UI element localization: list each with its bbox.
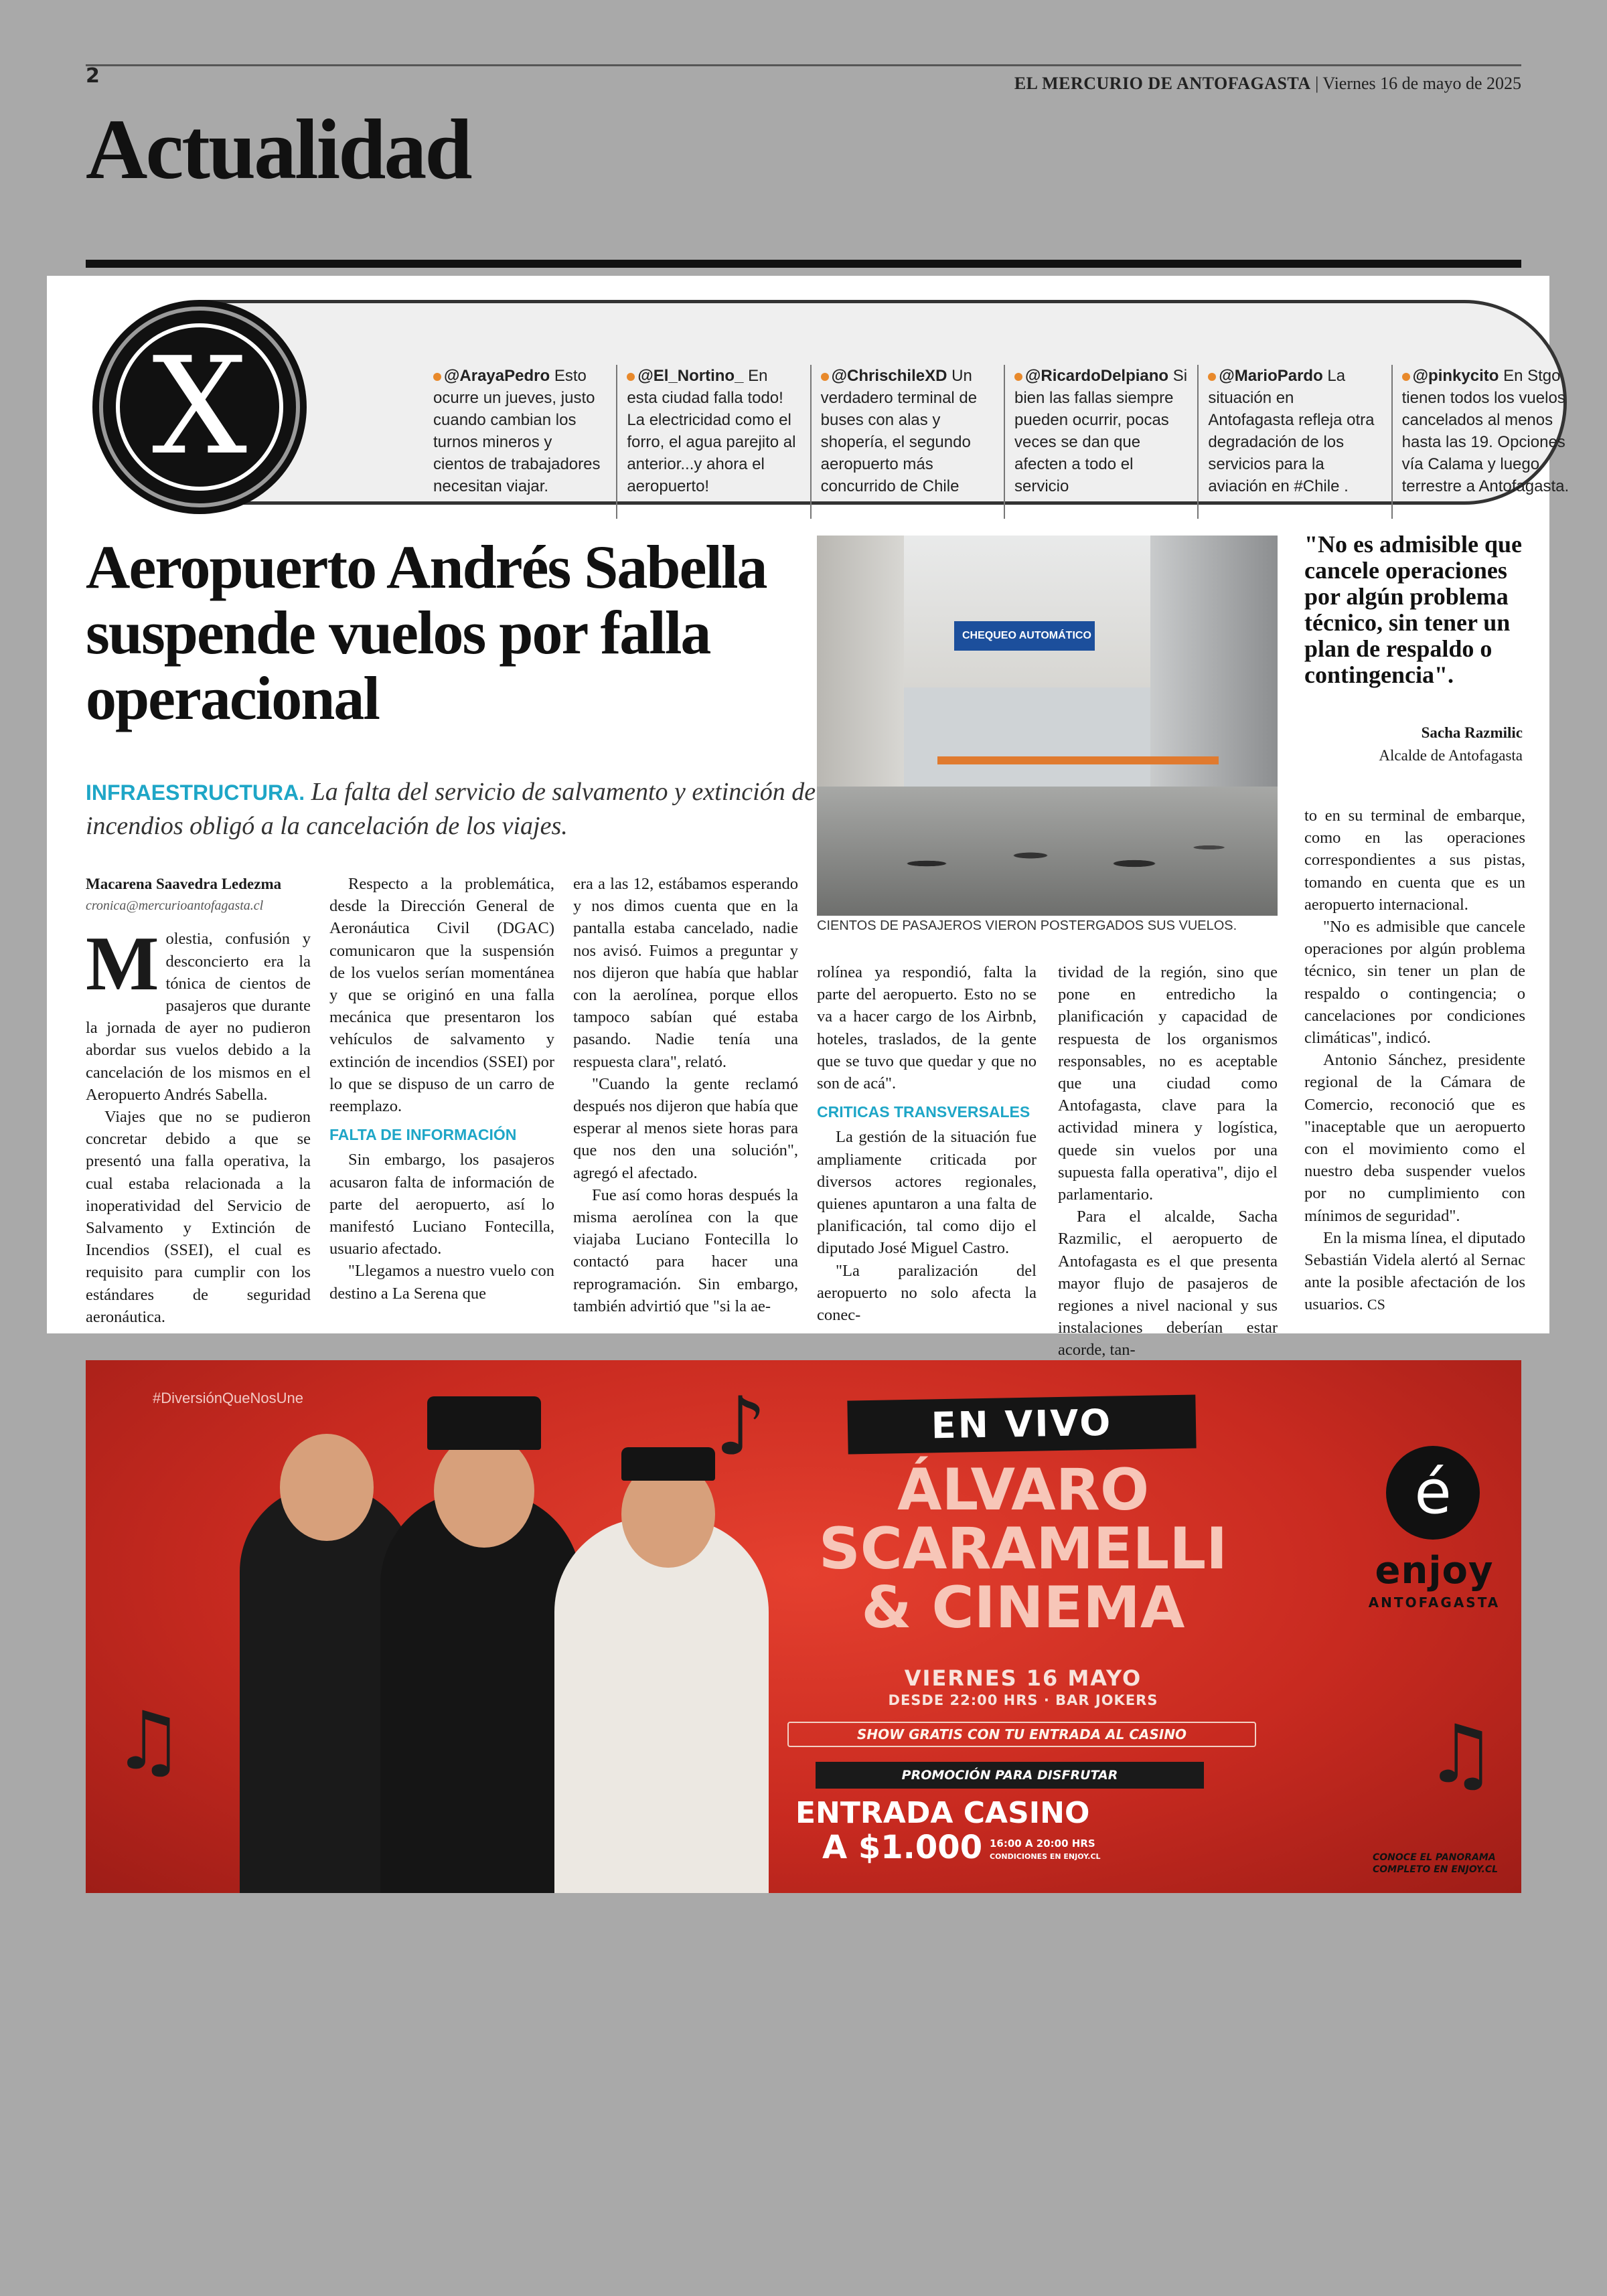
photo-passengers [844, 815, 1259, 896]
article-headline: Aeropuerto Andrés Sabella suspende vuelos por falla operacional [86, 533, 767, 732]
promo-banner: PROMOCIÓN PARA DISFRUTAR [816, 1762, 1204, 1789]
tweet-handle[interactable]: @RicardoDelpiano [1024, 367, 1169, 385]
paragraph: "La paralización del aeropuerto no solo afecta la conec- [817, 1261, 1037, 1325]
author-byline: Macarena Saavedra Ledezma [86, 876, 282, 892]
artist-line: ÁLVARO [897, 1457, 1150, 1524]
pull-quote: "No es admisible que cancele operaciones por algún problema técnico, sin tener un plan de respaldo o contingencia". [1304, 531, 1523, 688]
tweet [616, 365, 810, 519]
bullet-icon [1208, 373, 1216, 381]
page-number: 2 [86, 64, 100, 88]
issue-date: | Viernes 16 de mayo de 2025 [1315, 74, 1521, 93]
paragraph: to en su terminal de embarque, como en las operaciones correspondientes a sus pistas, tomando en cuenta que es un aeropuerto internacional. [1304, 807, 1525, 914]
music-note-icon: ♪ [715, 1380, 767, 1473]
bullet-icon [433, 373, 441, 381]
x-logo-icon [99, 307, 300, 507]
tweet-text: Si bien las fallas siempre pueden ocurrir, pocas veces se dan que afecten a todo el servicio [1014, 367, 1188, 495]
top-hat-icon [427, 1396, 541, 1450]
column-2 [329, 873, 554, 1305]
tweet [433, 365, 616, 519]
tweet [1197, 365, 1391, 519]
quote-author: Sacha Razmilic [1421, 724, 1523, 741]
brand-name: enjoy [1375, 1549, 1494, 1592]
tweet-text: En esta ciudad falla todo! La electricidad como el forro, el agua parejito al anterior...y ahora el aeropuerto! [627, 367, 796, 495]
music-note-icon: ♫ [112, 1695, 185, 1788]
quote-attribution [1379, 722, 1523, 767]
tweet-text: Esto ocurre un jueves, justo cuando cambian los turnos mineros y cientos de trabajadores necesitan viajar. [433, 367, 601, 495]
kicker-text: La falta del servicio de salvamento y extinción de incendios obligó a la cancelación de los viajes. [86, 778, 816, 840]
tweet-handle[interactable]: @ArayaPedro [444, 367, 550, 385]
kicker-tag: INFRAESTRUCTURA. [86, 781, 305, 805]
tweet-handle[interactable]: @El_Nortino_ [637, 367, 744, 385]
performer-figure [380, 1491, 581, 1893]
cta-line: COMPLETO EN ENJOY.CL [1373, 1864, 1499, 1875]
paragraph: Antonio Sánchez, presidente regional de la Cámara de Comercio, reconoció que es "inaceptable que un aeropuerto con el movimiento como el nuestro deba suspender vuelos por no cumplimiento con mínimos de seguridad". [1304, 1051, 1525, 1225]
paragraph: Sin embargo, los pasajeros acusaron falta de información de parte del aeropuerto, así lo manifestó Luciano Fontecilla, usuario afectado. [329, 1151, 554, 1258]
masthead [1014, 74, 1521, 94]
x-logo-glyph: X [116, 323, 283, 491]
photo-caption: CIENTOS DE PASAJEROS VIERON POSTERGADOS SUS VUELOS. [817, 918, 1237, 933]
column-5 [1058, 961, 1278, 1362]
ad-hashtag: #DiversiónQueNosUne [153, 1390, 303, 1406]
performer-head [280, 1434, 374, 1541]
tweet [1391, 365, 1585, 519]
brand-city: ANTOFAGASTA [1368, 1594, 1501, 1611]
bullet-icon [627, 373, 635, 381]
top-rule [86, 64, 1521, 66]
social-banner [103, 300, 1570, 505]
paragraph: Para el alcalde, Sacha Razmilic, el aeropuerto de Antofagasta es el que presenta mayor flujo de pasajeros de regiones a nivel nacional y sus instalaciones deberían estar acorde, tan- [1058, 1208, 1278, 1360]
bullet-icon [1402, 373, 1410, 381]
artist-name [775, 1457, 1271, 1641]
tweet-text: Un verdadero terminal de buses con alas y shopería, el segundo aeropuerto más concurrido de Chile [820, 367, 978, 495]
paragraph [86, 921, 311, 1106]
newspaper-name: EL MERCURIO DE ANTOFAGASTA [1014, 74, 1311, 93]
tweet-text: En Stgo tienen todos los vuelos cancelados al menos hasta las 19. Opciones vía Calama y luego terrestre a Antofagasta. [1401, 367, 1570, 495]
tweet-list [433, 365, 1585, 519]
live-label: EN VIVO [847, 1394, 1196, 1454]
tweet-text: La situación en Antofagasta refleja otra degradación de los servicios para la aviación en #Chile . [1208, 367, 1375, 495]
tweet [1004, 365, 1197, 519]
bullet-icon [821, 373, 829, 381]
performer-figure [554, 1518, 769, 1893]
author-email[interactable]: cronica@mercurioantofagasta.cl [86, 898, 264, 914]
article-card [47, 276, 1570, 1360]
paragraph: Respecto a la problemática, desde la Dirección General de Aeronáutica Civil (DGAC) comunicaron que la suspensión de los vuelos serían momentánea y que se originó en una falla mecánica que presentaron los vehículos de salvamento y extinción de incendios (SSEI) por lo que se dispuso de un carro de reemplazo. [329, 875, 554, 1116]
artist-line: SCARAMELLI [818, 1515, 1228, 1582]
drop-cap: M [86, 921, 159, 1007]
tweet-handle[interactable]: @MarioPardo [1219, 367, 1323, 385]
tweet-handle[interactable]: @ChrischileXD [831, 367, 947, 385]
paragraph [1304, 1227, 1525, 1316]
paragraph: La gestión de la situación fue ampliamente criticada por diversos actores regionales, quienes apuntaron a una falta de planificación, tal como dijo el diputado José Miguel Castro. [817, 1128, 1037, 1258]
cta-text [1373, 1852, 1498, 1876]
paragraph: era a las 12, estábamos esperando y nos dimos cuenta que en la pantalla estaba cancelado, nadie nos avisó. Fuimos a preguntar y nos dijeron que había que hablar con la aerolínea, porque ellos tampoco sabían qué estaba pasando. Nadie tenía una respuesta clara", relató. [573, 875, 798, 1071]
hours-text: 16:00 A 20:00 HRS [990, 1837, 1095, 1850]
column-6 [1304, 805, 1525, 1316]
subheading: CRITICAS TRANSVERSALES [817, 1103, 1030, 1121]
paragraph: rolínea ya respondió, falta la parte del aeropuerto. Esto no se va a hacer cargo de los Airbnb, hoteles, traslados, de la gente que se tuvo que quedar y que no son de acá". [817, 963, 1037, 1093]
tweet [810, 365, 1004, 519]
event-date: VIERNES 16 MAYO [904, 1665, 1142, 1691]
paragraph: "Llegamos a nuestro vuelo con destino a La Serena que [329, 1262, 554, 1303]
casino-offer: ENTRADA CASINO [795, 1796, 1090, 1830]
advertisement[interactable] [86, 1360, 1521, 1893]
paragraph: "Cuando la gente reclamó después nos dijeron que había que esperar al menos siete horas para que nos den una solución", agregó el afectado. [573, 1074, 798, 1182]
quote-role: Alcalde de Antofagasta [1379, 747, 1523, 764]
column-3 [573, 873, 798, 1317]
cta-line: CONOCE EL PANORAMA [1373, 1852, 1496, 1863]
event-time: DESDE 22:00 HRS · BAR JOKERS [888, 1692, 1158, 1708]
paragraph: tividad de la región, sino que pone en entredicho la planificación y capacidad de respuesta de los organismos responsables, no es aceptable que una ciudad como Antofagasta, clave para la actividad minera y logística, quede sin vuelos por una supuesta falla operativa", dijo el parlamentario. [1058, 963, 1278, 1204]
show-banner: SHOW GRATIS CON TU ENTRADA AL CASINO [787, 1722, 1256, 1747]
tweet-handle[interactable]: @pinkycito [1412, 367, 1499, 385]
paragraph: Fue así como horas después la misma aerolínea con la que viajaba Luciano Fontecilla lo contactó para hacer una reprogramación. Sin embargo, también advirtió que "si la ae- [573, 1185, 798, 1315]
conditions-text: CONDICIONES EN ENJOY.CL [990, 1852, 1101, 1861]
paragraph-text: En la misma línea, el diputado Sebastián Videla alertó al Sernac ante la posible afectación de los usuarios. [1304, 1228, 1525, 1314]
photo-signage-strip [937, 756, 1219, 764]
subheading: FALTA DE INFORMACIÓN [329, 1126, 517, 1144]
column-4 [817, 961, 1037, 1326]
paragraph-text: olestia, confusión y desconcierto era la tónica de cientos de pasajeros que durante la jornada de ayer no pudieron abordar sus vuelos debido a la cancelación de los mismos en el Aeropuerto Andrés Sabella. [86, 930, 311, 1104]
paragraph: "No es admisible que cancele operaciones por algún problema técnico, sin tener un plan de respaldo o contingencia; o cancelaciones por condiciones climáticas", indicó. [1304, 918, 1525, 1048]
offer-hours [990, 1837, 1101, 1864]
cap-icon [621, 1447, 715, 1481]
bullet-icon [1014, 373, 1022, 381]
checkin-sign: CHEQUEO AUTOMÁTICO [954, 621, 1095, 651]
paragraph: Viajes que no se pudieron concretar debido a que se presentó una falla operativa, la cual estaba relacionada a la inoperatividad del Servicio de Salvamento y Extinción de Incendios (SSEI), el cual es requisito para cumplir con los estándares de seguridad aeronáutica. [86, 1108, 311, 1326]
artist-line: & CINEMA [861, 1574, 1185, 1641]
article-kicker [86, 775, 836, 843]
casino-price: A $1.000 [822, 1829, 983, 1866]
article-photo [817, 536, 1278, 916]
enjoy-logo-icon: é [1386, 1446, 1480, 1540]
section-rule [86, 260, 1521, 268]
end-mark: CS [1367, 1296, 1385, 1313]
music-note-icon: ♫ [1425, 1708, 1497, 1801]
column-1 [86, 873, 311, 1328]
performer-head [434, 1434, 534, 1548]
section-title: Actualidad [86, 102, 471, 197]
